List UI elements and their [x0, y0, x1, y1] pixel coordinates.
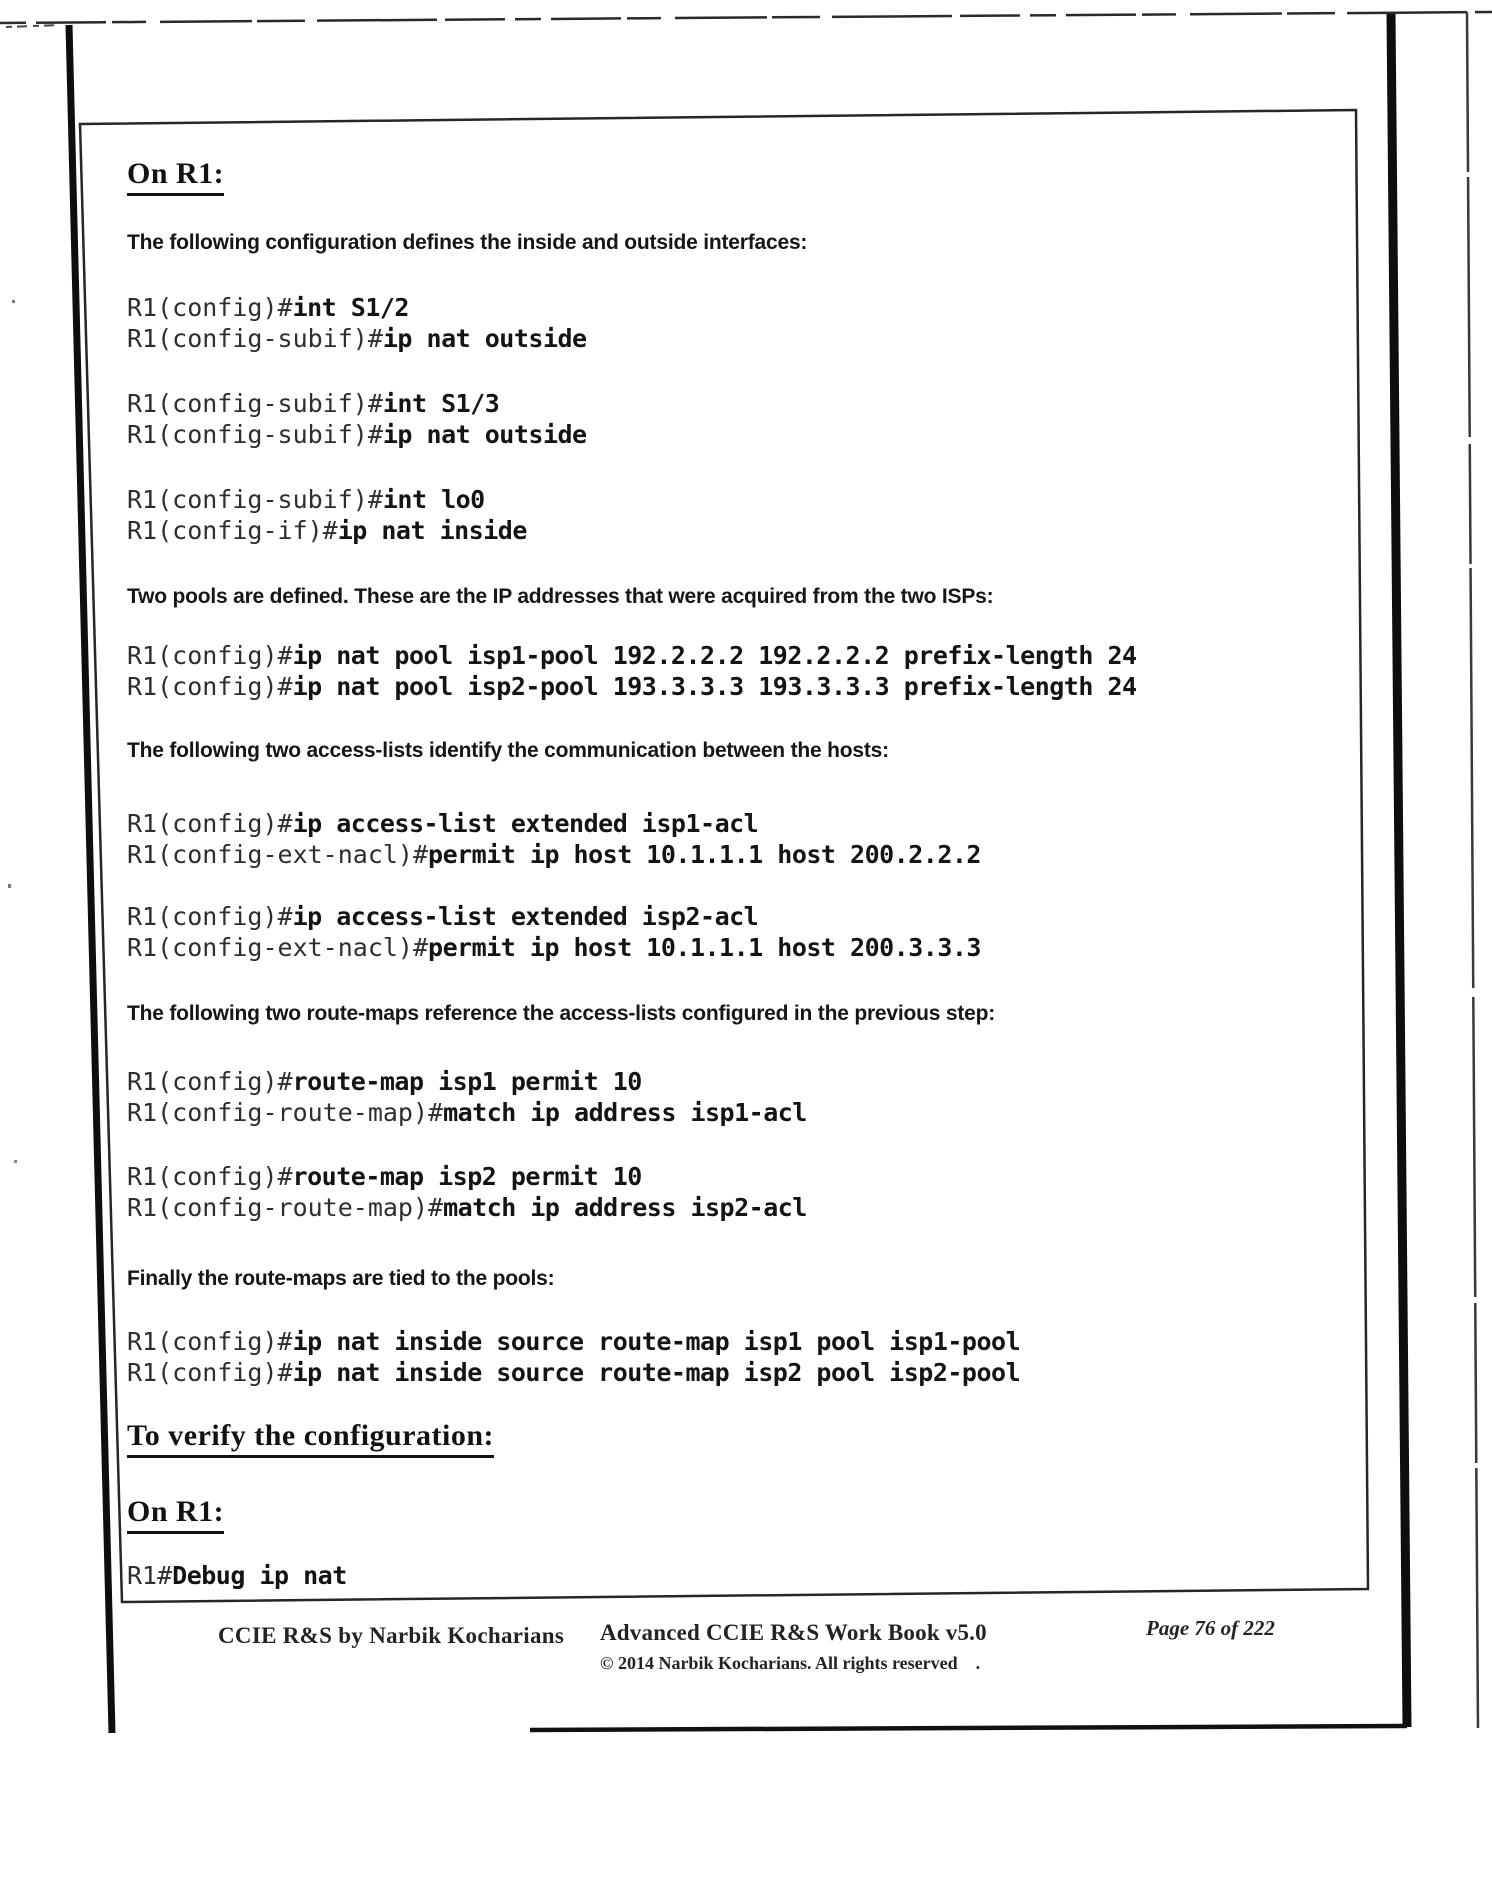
footer-page-number: Page 76 of 222	[1146, 1616, 1275, 1640]
code-block-debug	[127, 1560, 347, 1591]
cli-command: Debug ip nat	[172, 1561, 347, 1590]
paragraph-interfaces: The following configuration defines the inside and outside interfaces:	[127, 231, 808, 254]
code-line	[127, 323, 587, 354]
section-heading-on-r1-verify	[127, 1496, 224, 1534]
code-line	[127, 1560, 347, 1591]
cli-command: int S1/2	[292, 293, 409, 322]
code-block-acl-isp2	[127, 901, 981, 963]
cli-prompt: R1(config-subif)#	[127, 420, 383, 449]
cli-command: ip access-list extended isp2-acl	[292, 902, 759, 931]
cli-prompt: R1(config-ext-nacl)#	[127, 840, 429, 869]
footer-book-title: Advanced CCIE R&S Work Book v5.0	[600, 1620, 987, 1645]
cli-prompt: R1(config)#	[127, 1358, 293, 1387]
cli-command: match ip address isp1-acl	[443, 1098, 807, 1127]
cli-command: route-map isp1 permit 10	[292, 1067, 642, 1096]
cli-prompt: R1(config-ext-nacl)#	[127, 933, 429, 962]
cli-command: permit ip host 10.1.1.1 host 200.2.2.2	[428, 840, 981, 869]
cli-command: ip access-list extended isp1-acl	[292, 809, 759, 838]
cli-command: ip nat inside	[337, 516, 527, 545]
cli-command: permit ip host 10.1.1.1 host 200.3.3.3	[428, 933, 981, 962]
paragraph-access-lists: The following two access-lists identify the communication between the hosts:	[127, 739, 889, 762]
code-line	[127, 484, 527, 515]
code-block-int-s13	[127, 388, 587, 450]
cli-command: ip nat inside source route-map isp1 pool isp1-pool	[292, 1327, 1021, 1356]
cli-prompt: R1(config)#	[127, 1327, 293, 1356]
cli-prompt: R1(config)#	[127, 293, 293, 322]
code-line	[127, 419, 587, 450]
code-line	[127, 1097, 807, 1128]
cli-command: ip nat outside	[382, 420, 587, 449]
heading-text: On R1:	[127, 158, 224, 196]
cli-prompt: R1(config)#	[127, 1067, 293, 1096]
cli-command: match ip address isp2-acl	[443, 1193, 807, 1222]
code-line	[127, 1357, 1020, 1388]
code-block-routemap-isp2	[127, 1161, 807, 1223]
cli-prompt: R1(config)#	[127, 641, 293, 670]
cli-command: ip nat pool isp1-pool 192.2.2.2 192.2.2.2 prefix-length 24	[292, 641, 1137, 670]
cli-prompt: R1(config-subif)#	[127, 485, 383, 514]
code-block-acl-isp1	[127, 808, 981, 870]
code-block-nat-source	[127, 1326, 1020, 1388]
cli-command: ip nat outside	[382, 324, 587, 353]
cli-prompt: R1(config-route-map)#	[127, 1098, 444, 1127]
section-heading-on-r1	[127, 158, 224, 196]
code-line	[127, 640, 1137, 671]
cli-prompt: R1(config)#	[127, 902, 293, 931]
paragraph-route-maps: The following two route-maps reference the access-lists configured in the previous step:	[127, 1002, 996, 1025]
heading-text: On R1:	[127, 1496, 224, 1534]
cli-command: int S1/3	[382, 389, 500, 418]
code-line	[127, 671, 1137, 702]
cli-command: route-map isp2 permit 10	[292, 1162, 642, 1191]
code-line	[127, 515, 527, 546]
cli-command: ip nat pool isp2-pool 193.3.3.3 193.3.3.3 prefix-length 24	[292, 672, 1137, 701]
heading-text: To verify the configuration:	[127, 1420, 494, 1458]
cli-prompt: R1(config)#	[127, 672, 293, 701]
cli-prompt: R1(config-subif)#	[127, 324, 383, 353]
code-line	[127, 1192, 807, 1223]
paragraph-tie-pools: Finally the route-maps are tied to the pools:	[127, 1267, 555, 1290]
footer-copyright: © 2014 Narbik Kocharians. All rights reserved .	[600, 1653, 981, 1673]
cli-prompt: R1(config-route-map)#	[127, 1193, 444, 1222]
cli-command: ip nat inside source route-map isp2 pool isp2-pool	[292, 1358, 1021, 1387]
cli-prompt: R1#	[127, 1561, 173, 1590]
cli-prompt: R1(config)#	[127, 809, 293, 838]
code-line	[127, 1326, 1020, 1357]
code-line	[127, 292, 587, 323]
code-line	[127, 1161, 807, 1192]
cli-prompt: R1(config-if)#	[127, 516, 338, 545]
code-line	[127, 1066, 807, 1097]
cli-prompt: R1(config)#	[127, 1162, 293, 1191]
section-heading-verify	[127, 1420, 494, 1458]
code-line	[127, 932, 981, 963]
code-line	[127, 839, 981, 870]
code-line	[127, 901, 981, 932]
code-line	[127, 388, 587, 419]
cli-command: int lo0	[382, 485, 485, 514]
code-block-routemap-isp1	[127, 1066, 807, 1128]
code-block-int-s12	[127, 292, 587, 354]
code-line	[127, 808, 981, 839]
paragraph-pools: Two pools are defined. These are the IP addresses that were acquired from the two ISPs:	[127, 585, 994, 608]
cli-prompt: R1(config-subif)#	[127, 389, 383, 418]
footer-author: CCIE R&S by Narbik Kocharians	[218, 1623, 565, 1648]
code-block-int-lo0	[127, 484, 527, 546]
code-block-nat-pools	[127, 640, 1137, 702]
